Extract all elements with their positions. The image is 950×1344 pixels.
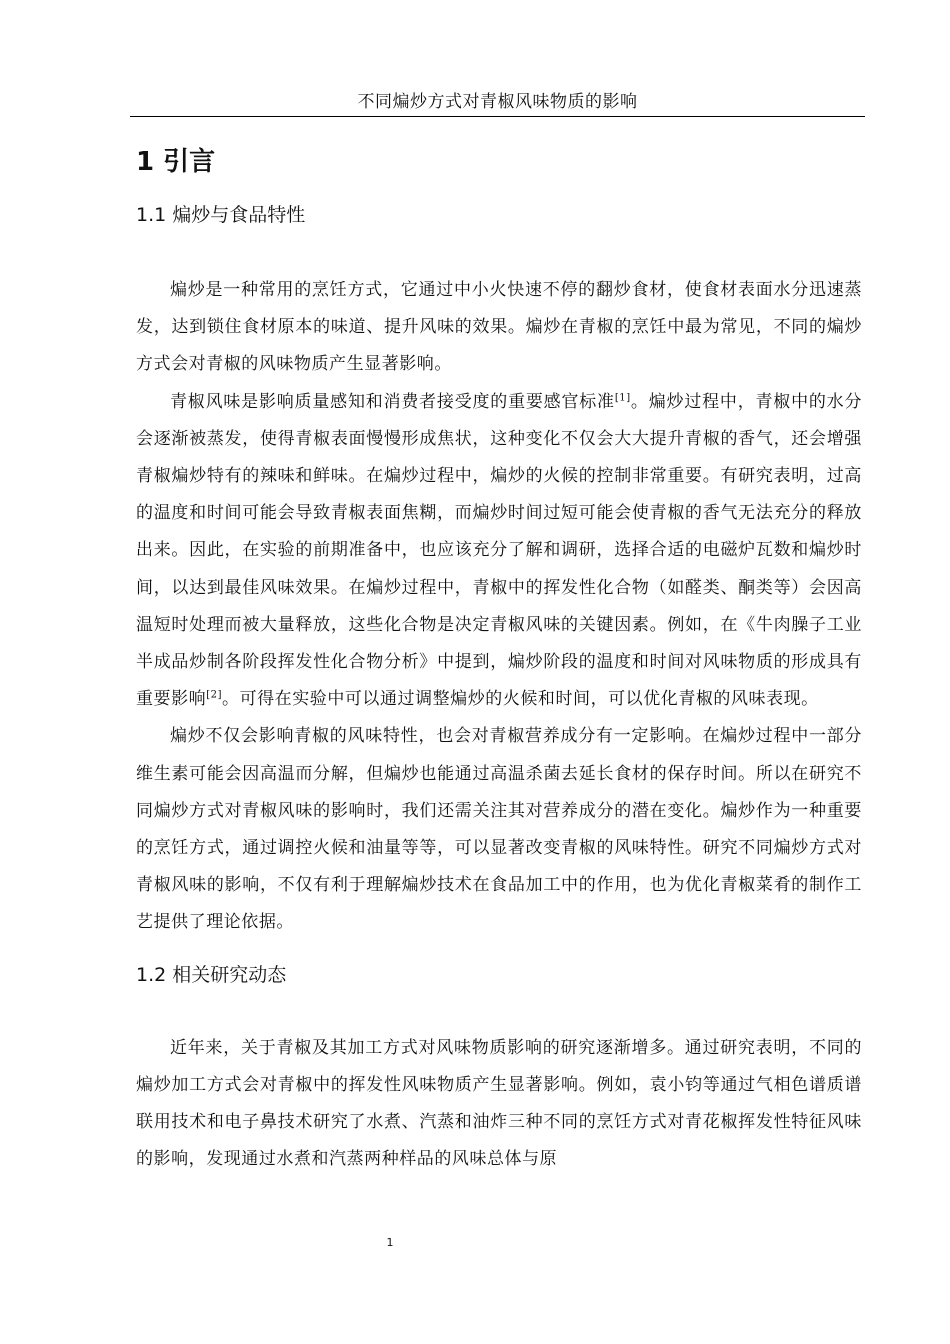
section-heading: 1 引言	[136, 147, 216, 177]
page-number: 1	[386, 1236, 394, 1249]
running-header: 不同煸炒方式对青椒风味物质的影响	[130, 90, 865, 117]
paragraph-text: 青椒风味是影响质量感知和消费者接受度的重要感官标准	[170, 391, 615, 412]
subsection-heading-1-1: 1.1 煸炒与食品特性	[136, 204, 306, 226]
paragraph: 煸炒不仅会影响青椒的风味特性，也会对青椒营养成分有一定影响。在煸炒过程中一部分维生素可能会因高温而分解，但煸炒也能通过高温杀菌去延长食材的保存时间。所以在研究不同煸炒方式对青椒风味的影响时，我们还需关注其对营养成分的潜在变化。煸炒作为一种重要的烹饪方式，通过调控火候和油量等等，可以显著改变青椒的风味特性。研究不同煸炒方式对青椒风味的影响，不仅有利于理解煸炒技术在食品加工中的作用，也为优化青椒菜肴的制作工艺提供了理论依据。	[136, 726, 862, 933]
paragraph-text: 。煸炒过程中，青椒中的水分会逐渐被蒸发，使得青椒表面慢慢形成焦状，这种变化不仅会大大提升青椒的香气，还会增强青椒煸炒特有的辣味和鲜味。在煸炒过程中，煸炒的火候的控制非常重要。有研究表明，过高的温度和时间可能会导致青椒表面焦糊，而煸炒时间过短可能会使青椒的香气无法充分的释放出来。因此，在实验的前期准备中，也应该充分了解和调研，选择合适的电磁炉瓦数和煸炒时间，以达到最佳风味效果。在煸炒过程中，青椒中的挥发性化合物（如醛类、酮类等）会因高温短时处理而被大量释放，这些化合物是决定青椒风味的关键因素。例如，在《牛肉臊子工业半成品炒制各阶段挥发性化合物分析》中提到，煸炒阶段的温度和时间对风味物质的形成具有重要影响	[136, 391, 863, 710]
paragraph: 煸炒是一种常用的烹饪方式，它通过中小火快速不停的翻炒食材，使食材表面水分迅速蒸发，达到锁住食材原本的味道、提升风味的效果。煸炒在青椒的烹饪中最为常见，不同的煸炒方式会对青椒的风味物质产生显著影响。	[136, 280, 862, 375]
citation-ref: [1]	[614, 391, 631, 403]
subsection-heading-1-2: 1.2 相关研究动态	[136, 963, 287, 986]
citation-ref: [2]	[206, 689, 223, 701]
main-content	[136, 140, 862, 1178]
paragraph: 近年来，关于青椒及其加工方式对风味物质影响的研究逐渐增多。通过研究表明，不同的煸炒加工方式会对青椒中的挥发性风味物质产生显著影响。例如，袁小钧等通过气相色谱质谱联用技术和电子鼻技术研究了水煮、汽蒸和油炸三种不同的烹饪方式对青花椒挥发性特征风味的影响，发现通过水煮和汽蒸两种样品的风味总体与原	[136, 1037, 862, 1170]
paragraph-text: 。可得在实验中可以通过调整煸炒的火候和时间，可以优化青椒的风味表现。	[222, 689, 819, 710]
paragraph	[136, 384, 862, 719]
